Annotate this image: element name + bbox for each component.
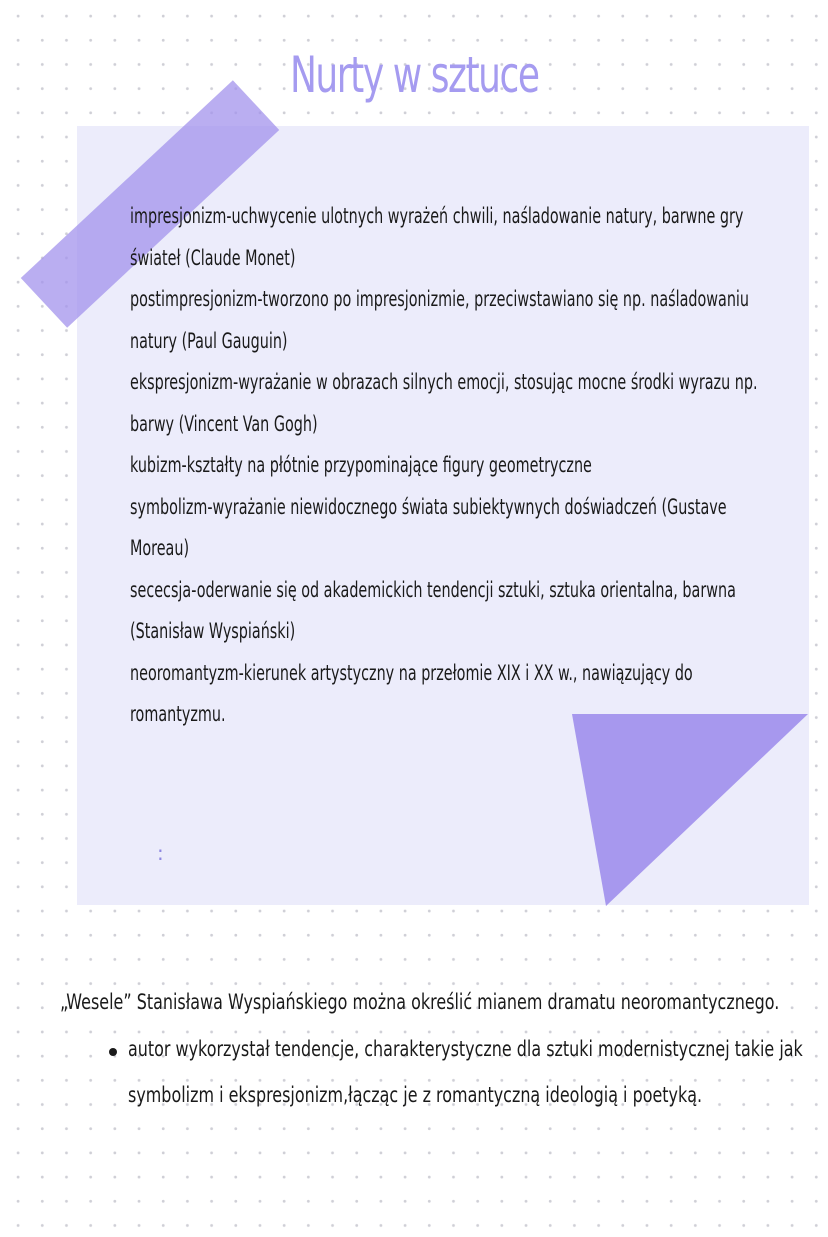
bullet-line: autor wykorzystał tendencje, charakterystyczne dla sztuki modernistycznej takie jak xyxy=(128,1037,803,1061)
note-line: natury (Paul Gauguin) xyxy=(130,328,288,353)
note-line: sececsja-oderwanie się od akademickich tendencji sztuki, sztuka orientalna, barwna xyxy=(130,577,736,602)
bullet-icon xyxy=(109,1048,117,1056)
bullet-item xyxy=(60,1026,820,1118)
note-line: ekspresjonizm-wyrażanie w obrazach silnych emocji, stosując mocne środki wyrazu np. xyxy=(130,370,758,394)
page-title: Nurty w sztuce xyxy=(289,46,539,104)
summary-section xyxy=(60,982,820,1118)
bullet-line: symbolizm i ekspresjonizm,łącząc je z romantyczną ideologią i poetyką. xyxy=(128,1083,703,1107)
note-line: Moreau) xyxy=(130,536,190,560)
note-line: kubizm-kształty na płótnie przypominające figury geometryczne xyxy=(130,453,592,477)
note-line: świateł (Claude Monet) xyxy=(130,245,296,270)
summary-lead: „Wesele” Stanisława Wyspiańskiego można określić mianem dramatu neoromantycznego. xyxy=(60,990,780,1014)
note-line: barwy (Vincent Van Gogh) xyxy=(130,411,318,436)
bullet-text xyxy=(60,1026,820,1118)
note-line: symbolizm-wyrażanie niewidocznego świata subiektywnych doświadczeń (Gustave xyxy=(130,494,727,519)
note-dots: : xyxy=(157,841,164,865)
note-line: postimpresjonizm-tworzono po impresjonizmie, przeciwstawiano się np. naśladowaniu xyxy=(130,287,750,311)
art-movements-list xyxy=(130,196,820,736)
note-line: romantyzmu. xyxy=(130,702,226,726)
note-line: (Stanisław Wyspiański) xyxy=(130,619,296,643)
note-line: neoromantyzm-kierunek artystyczny na przełomie XIX i XX w., nawiązujący do xyxy=(130,660,693,685)
note-line: impresjonizm-uchwycenie ulotnych wyrażeń chwili, naśladowanie natury, barwne gry xyxy=(130,204,744,228)
